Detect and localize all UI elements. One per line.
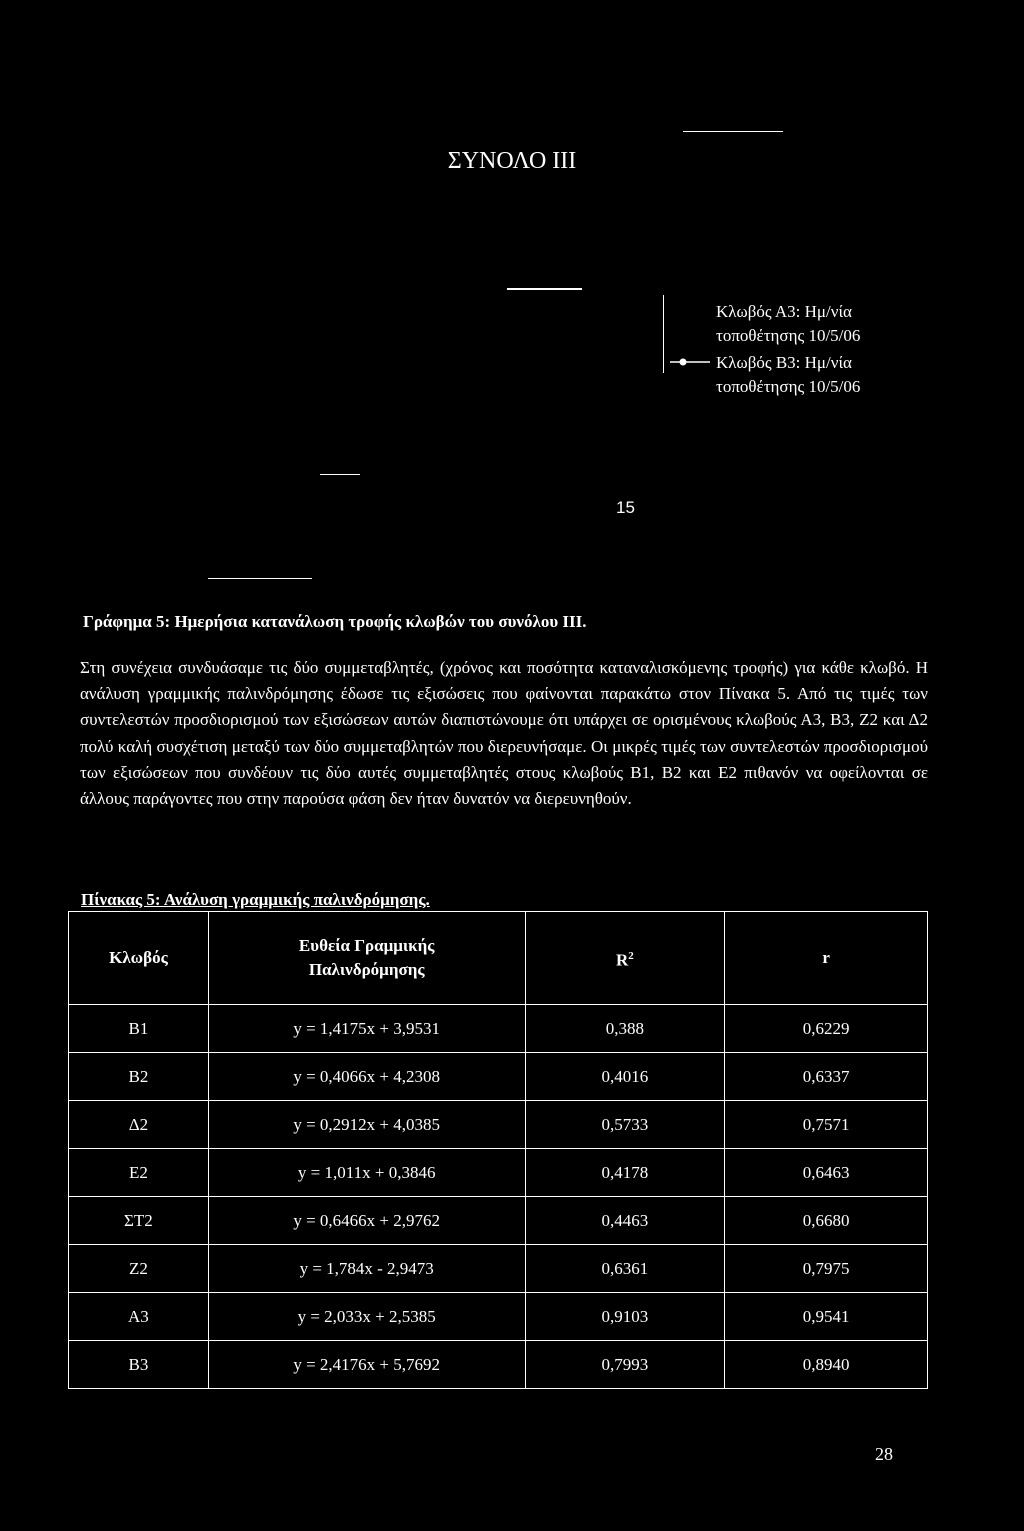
header-r-squared xyxy=(525,912,725,1005)
cell-cage: Ε2 xyxy=(69,1149,209,1197)
table-row xyxy=(69,1197,928,1245)
table-row xyxy=(69,1341,928,1389)
table-row xyxy=(69,1293,928,1341)
header-r-squared-exp: 2 xyxy=(628,949,634,962)
header-cage: Κλωβός xyxy=(69,912,209,1005)
cell-r-squared: 0,7993 xyxy=(525,1341,725,1389)
header-equation-line: Παλινδρόμησης xyxy=(308,960,425,979)
cell-r: 0,8940 xyxy=(725,1341,928,1389)
legend-entry-line: τοποθέτησης 10/5/06 xyxy=(716,326,861,345)
figure-caption: Γράφημα 5: Ημερήσια κατανάλωση τροφής κλωβών του συνόλου ΙΙΙ. xyxy=(83,612,587,631)
header-equation xyxy=(208,912,525,1005)
regression-table xyxy=(68,911,928,1389)
legend-marker-b3 xyxy=(670,357,710,367)
cell-r: 0,6229 xyxy=(725,1005,928,1053)
chart-line-fragment xyxy=(320,474,360,475)
table-caption: Πίνακας 5: Ανάλυση γραμμικής παλινδρόμησης. xyxy=(81,890,430,909)
cell-cage: Δ2 xyxy=(69,1101,209,1149)
legend-entry-line: Κλωβός Α3: Ημ/νία xyxy=(716,302,852,321)
cell-r-squared: 0,4016 xyxy=(525,1053,725,1101)
table-header-row xyxy=(69,912,928,1005)
cell-equation: y = 2,4176x + 5,7692 xyxy=(208,1341,525,1389)
cell-cage: Β3 xyxy=(69,1341,209,1389)
axis-tick-label: 15 xyxy=(616,498,635,517)
legend-entry-line: τοποθέτησης 10/5/06 xyxy=(716,377,861,396)
cell-r: 0,6680 xyxy=(725,1197,928,1245)
cell-cage: Β2 xyxy=(69,1053,209,1101)
cell-r-squared: 0,6361 xyxy=(525,1245,725,1293)
cell-r-squared: 0,4463 xyxy=(525,1197,725,1245)
legend-border xyxy=(663,295,664,373)
header-equation-line: Ευθεία Γραμμικής xyxy=(298,936,435,955)
cell-cage: Ζ2 xyxy=(69,1245,209,1293)
table-row xyxy=(69,1101,928,1149)
table-row xyxy=(69,1053,928,1101)
chart-line-fragment xyxy=(208,578,312,579)
cell-equation: y = 2,033x + 2,5385 xyxy=(208,1293,525,1341)
cell-cage: ΣΤ2 xyxy=(69,1197,209,1245)
cell-equation: y = 0,6466x + 2,9762 xyxy=(208,1197,525,1245)
legend-entry-a3 xyxy=(716,300,860,348)
cell-r-squared: 0,4178 xyxy=(525,1149,725,1197)
cell-cage: Α3 xyxy=(69,1293,209,1341)
cell-r-squared: 0,5733 xyxy=(525,1101,725,1149)
cell-equation: y = 1,4175x + 3,9531 xyxy=(208,1005,525,1053)
header-r: r xyxy=(725,912,928,1005)
legend-entry-line: Κλωβός Β3: Ημ/νία xyxy=(716,353,852,372)
cell-equation: y = 0,2912x + 4,0385 xyxy=(208,1101,525,1149)
body-paragraph: Στη συνέχεια συνδυάσαμε τις δύο συμμεταβλητές, (χρόνος και ποσότητα καταναλισκόμενης τροφής) για κάθε κλωβό. Η ανάλυση γραμμικής παλινδρόμησης έδωσε τις εξισώσεις που φαίνονται παρακάτω στον Πίνακα 5. Από τις τιμές των συντελεστών προσδιορισμού των εξισώσεων αυτών διαπιστώνουμε ότι υπάρχει σε ορισμένους κλωβούς Α3, Β3, Ζ2 και Δ2 πολύ καλή συσχέτιση μεταξύ των δύο συμμεταβλητών που διερευνήσαμε. Οι μικρές τιμές των συντελεστών προσδιορισμού των εξισώσεων που συνδέουν τις δύο αυτές συμμεταβλητές στους κλωβούς Β1, Β2 και Ε2 πιθανόν να οφείλονται σε άλλους παράγοντες που στην παρούσα φάση δεν ήταν δυνατόν να διερευνηθούν. xyxy=(80,658,928,809)
cell-equation: y = 0,4066x + 4,2308 xyxy=(208,1053,525,1101)
chart-line-fragment xyxy=(683,131,783,132)
cell-r: 0,7571 xyxy=(725,1101,928,1149)
header-r-squared-base: R xyxy=(615,950,629,970)
chart-line-fragment xyxy=(507,288,582,290)
cell-r: 0,9541 xyxy=(725,1293,928,1341)
table-row xyxy=(69,1149,928,1197)
table-row xyxy=(69,1005,928,1053)
cell-cage: Β1 xyxy=(69,1005,209,1053)
legend-entry-b3 xyxy=(716,351,860,399)
table-row xyxy=(69,1245,928,1293)
cell-equation: y = 1,784x - 2,9473 xyxy=(208,1245,525,1293)
cell-r: 0,6337 xyxy=(725,1053,928,1101)
chart-title: ΣΥΝΟΛΟ ΙΙΙ xyxy=(447,148,577,174)
cell-r-squared: 0,9103 xyxy=(525,1293,725,1341)
cell-r: 0,7975 xyxy=(725,1245,928,1293)
cell-r: 0,6463 xyxy=(725,1149,928,1197)
cell-r-squared: 0,388 xyxy=(525,1005,725,1053)
page-number: 28 xyxy=(875,1444,893,1464)
cell-equation: y = 1,011x + 0,3846 xyxy=(208,1149,525,1197)
